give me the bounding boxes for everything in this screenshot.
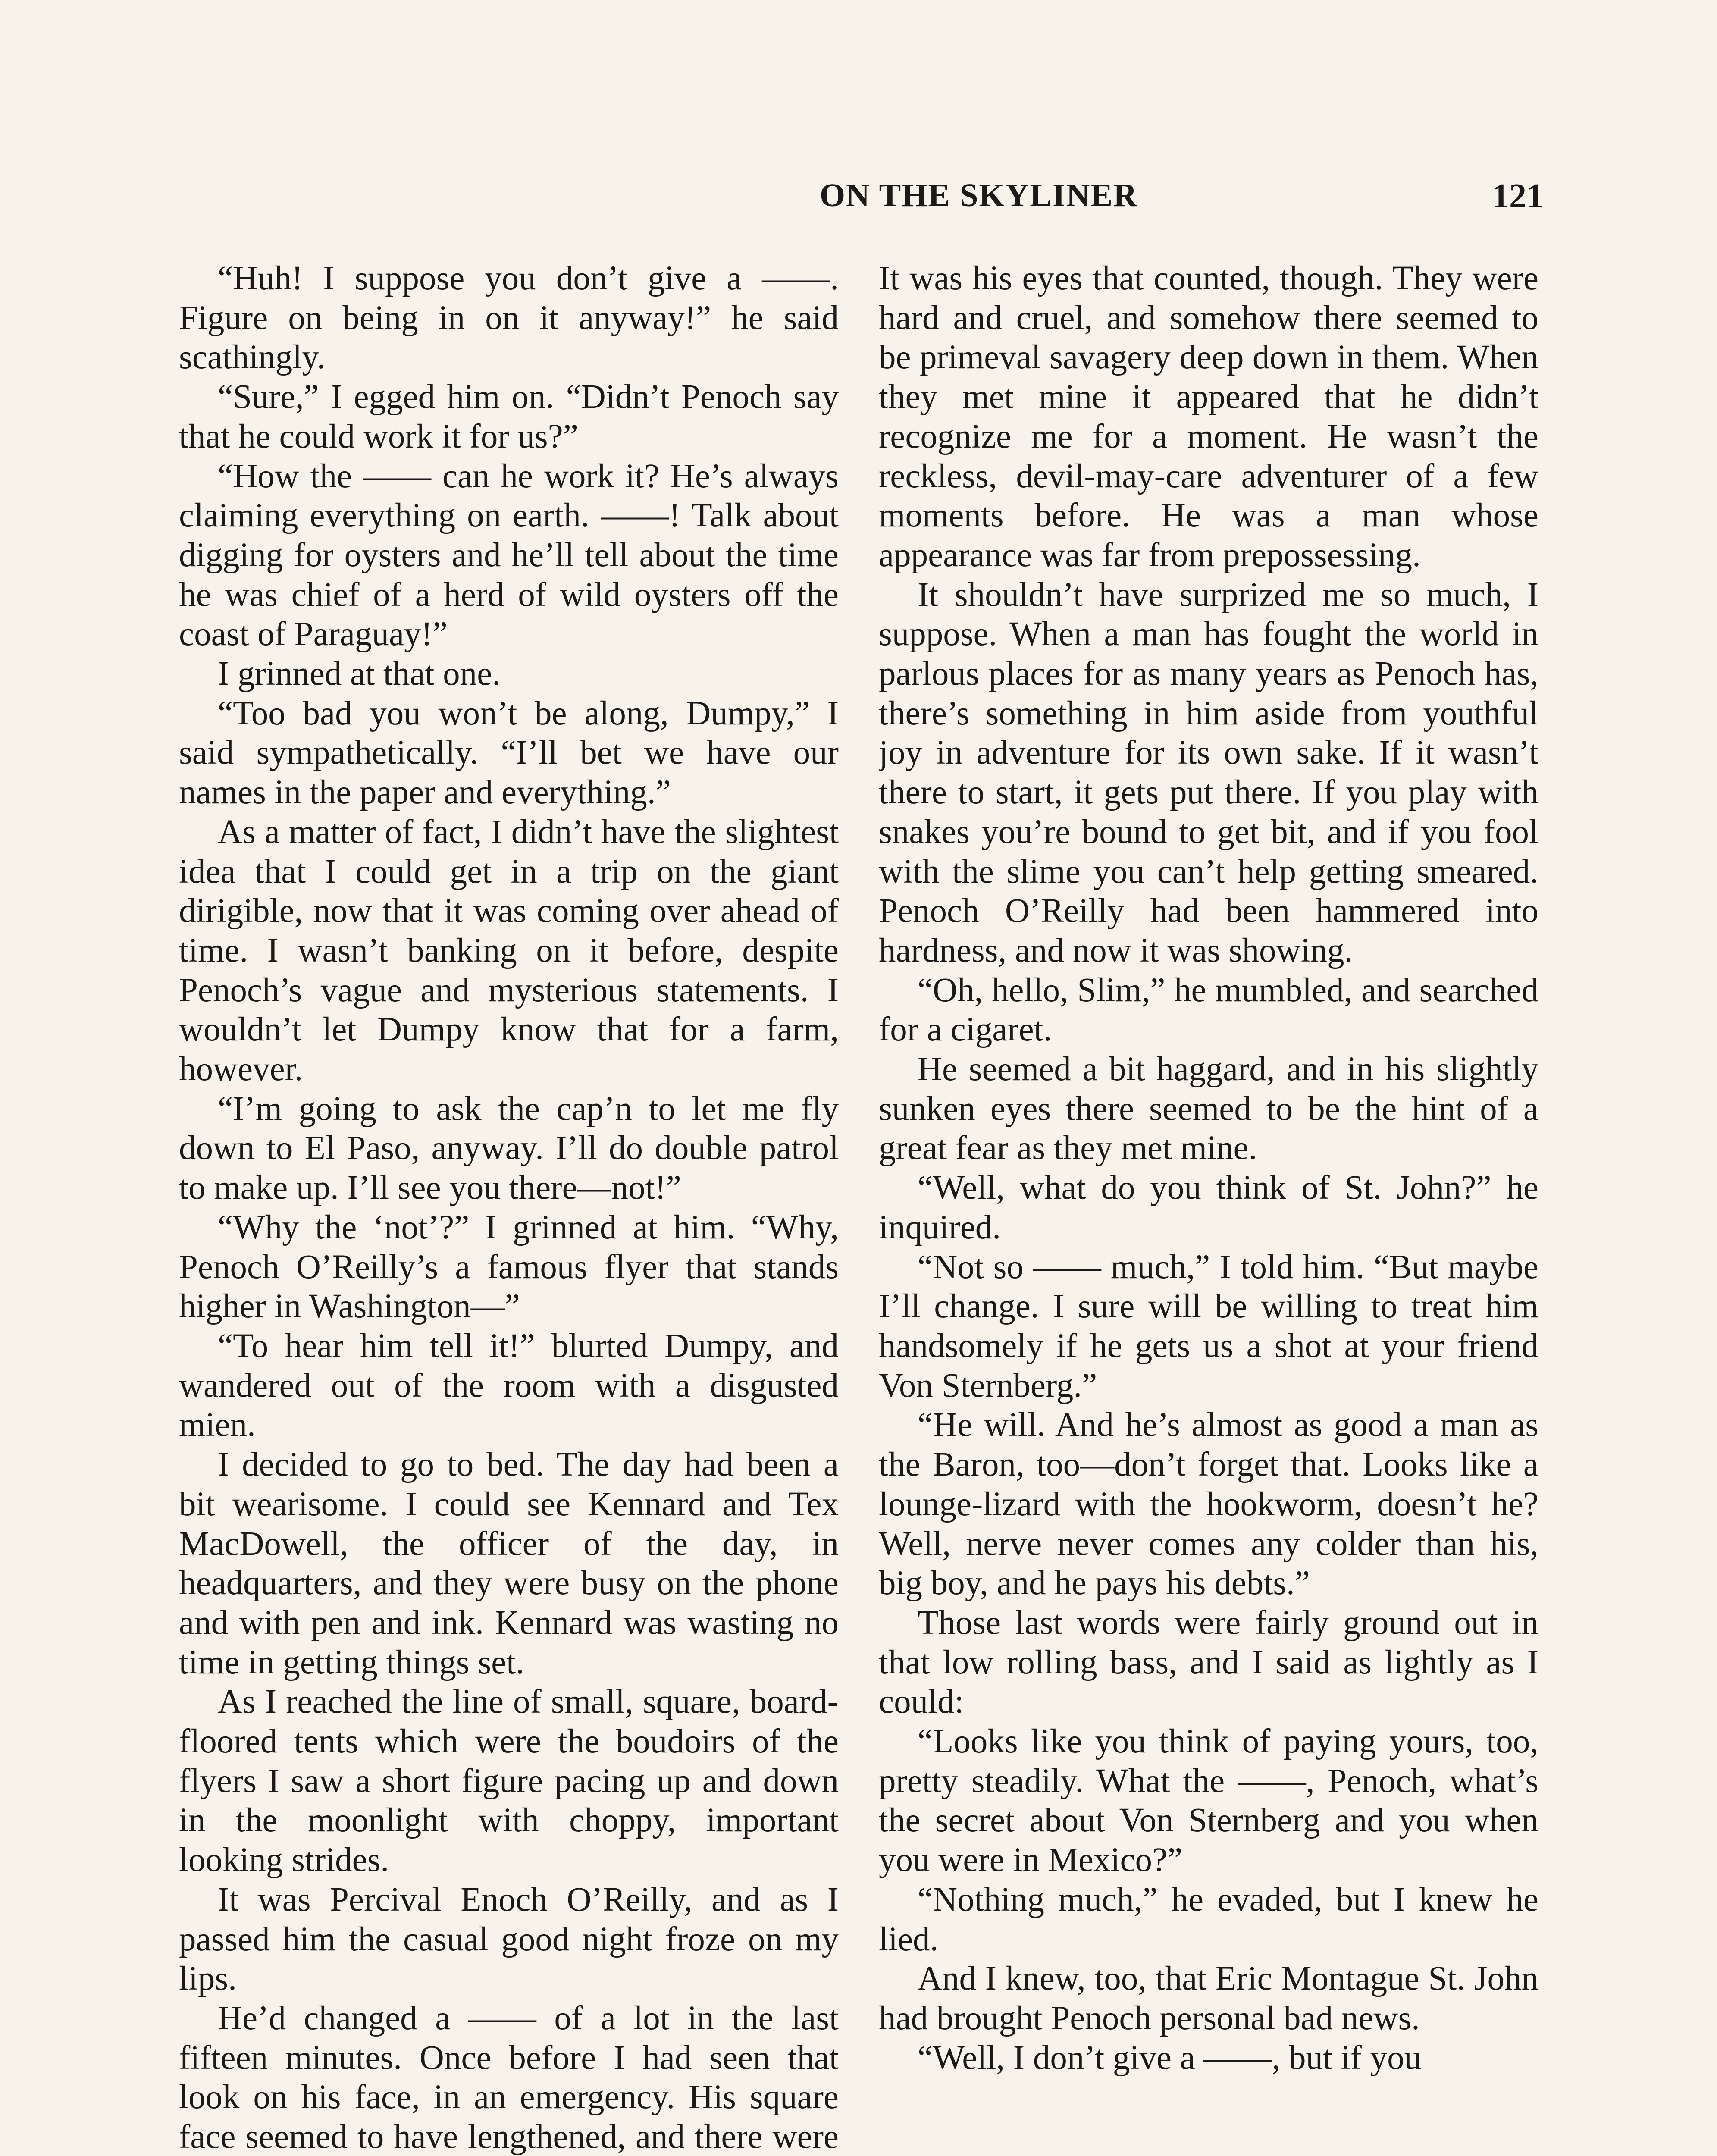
paragraph: “Too bad you won’t be along, Dumpy,” I said sympathetically. “I’ll bet we have our names in the paper and everything.” <box>179 694 839 812</box>
paragraph: Those last words were fairly ground out in that low rolling bass, and I said as lightly as I could: <box>879 1604 1538 1721</box>
paragraph: “Looks like you think of paying yours, too, pretty steadily. What the ——, Penoch, what’s the secret about Von Sternberg and you when you were in Mexico?” <box>879 1723 1538 1879</box>
paragraph: And I knew, too, that Eric Montague St. John had brought Penoch personal bad news. <box>879 1960 1538 2037</box>
paragraph: As I reached the line of small, square, board-floored tents which were the boudoirs of the flyers I saw a short figure pacing up and down in the moonlight with choppy, important looking strides. <box>179 1683 839 1879</box>
paragraph: He seemed a bit haggard, and in his slightly sunken eyes there seemed to be the hint of a great fear as they met mine. <box>879 1050 1538 1167</box>
paragraph: It was his eyes that counted, though. They were hard and cruel, and somehow there seemed to be primeval savagery deep down in them. When they met mine it appeared that he didn’t recognize me for a moment. He wasn’t the reckless, devil-may-care adventurer of a few moments before. He was a man whose appearance was far from prepossessing. <box>879 260 1538 574</box>
paragraph: “Why the ‘not’?” I grinned at him. “Why, Penoch O’Reilly’s a famous flyer that stands higher in Washington—” <box>179 1208 839 1326</box>
paragraph: I decided to go to bed. The day had been a bit wearisome. I could see Kennard and Tex MacDowell, the officer of the day, in headquarters, and they were busy on the phone and with pen and ink. Kennard was wasting no time in getting things set. <box>179 1446 839 1681</box>
paragraph: I grinned at that one. <box>218 655 501 693</box>
paragraph: He’d changed a —— of a lot in the last fifteen minutes. Once before I had seen that look on his face, in an emergency. His square face seemed to have lengthened, and there were <box>179 1999 839 2156</box>
running-title: ON THE SKYLINER <box>819 177 1138 213</box>
paragraph: “Sure,” I egged him on. “Didn’t Penoch say that he could work it for us?” <box>179 378 839 455</box>
paragraph: It shouldn’t have surprized me so much, I suppose. When a man has fought the world in parlous places for as many years as Penoch has, there’s something in him aside from youthful joy in adventure for its own sake. If it wasn’t there to start, it gets put there. If you play with snakes you’re bound to get bit, and if you fool with the slime you can’t help getting smeared. Penoch O’Reilly had been hammered into hardness, and now it was showing. <box>879 576 1538 969</box>
paragraph: “Oh, hello, Slim,” he mumbled, and searched for a cigaret. <box>879 971 1538 1049</box>
paragraph: “I’m going to ask the cap’n to let me fly down to El Paso, anyway. I’ll do double patrol to make up. I’ll see you there—not!” <box>179 1090 839 1207</box>
page-number: 121 <box>1492 177 1544 215</box>
paragraph: “Well, what do you think of St. John?” he inquired. <box>879 1169 1538 1246</box>
paragraph: “Huh! I suppose you don’t give a ——. Figure on being in on it anyway!” he said scathingly. <box>179 260 839 376</box>
left-column <box>179 259 839 2156</box>
paragraph: “He will. And he’s almost as good a man as the Baron, too—don’t forget that. Looks like a lounge-lizard with the hookworm, doesn’t he? Well, nerve never comes any colder than his, big boy, and he pays his debts.” <box>879 1406 1538 1602</box>
right-column <box>879 259 1538 2156</box>
paragraph: As a matter of fact, I didn’t have the slightest idea that I could get in a trip on the giant dirigible, now that it was coming over ahead of time. I wasn’t banking on it before, despite Penoch’s vague and mysterious statements. I wouldn’t let Dumpy know that for a farm, however. <box>179 813 839 1088</box>
paragraph: “Well, I don’t give a ——, but if you <box>918 2039 1422 2077</box>
paragraph: “Not so —— much,” I told him. “But maybe I’ll change. I sure will be willing to treat him handsomely if he gets us a shot at your friend Von Sternberg.” <box>879 1248 1538 1404</box>
paragraph: “Nothing much,” he evaded, but I knew he lied. <box>879 1880 1538 1958</box>
paragraph: It was Percival Enoch O’Reilly, and as I passed him the casual good night froze on my lips. <box>179 1880 839 1998</box>
paragraph: “How the —— can he work it? He’s always claiming everything on earth. ——! Talk about digging for oysters and he’ll tell about the time he was chief of a herd of wild oysters off the coast of Paraguay!” <box>179 457 839 653</box>
paragraph: “To hear him tell it!” blurted Dumpy, and wandered out of the room with a disgusted mien. <box>179 1327 839 1444</box>
